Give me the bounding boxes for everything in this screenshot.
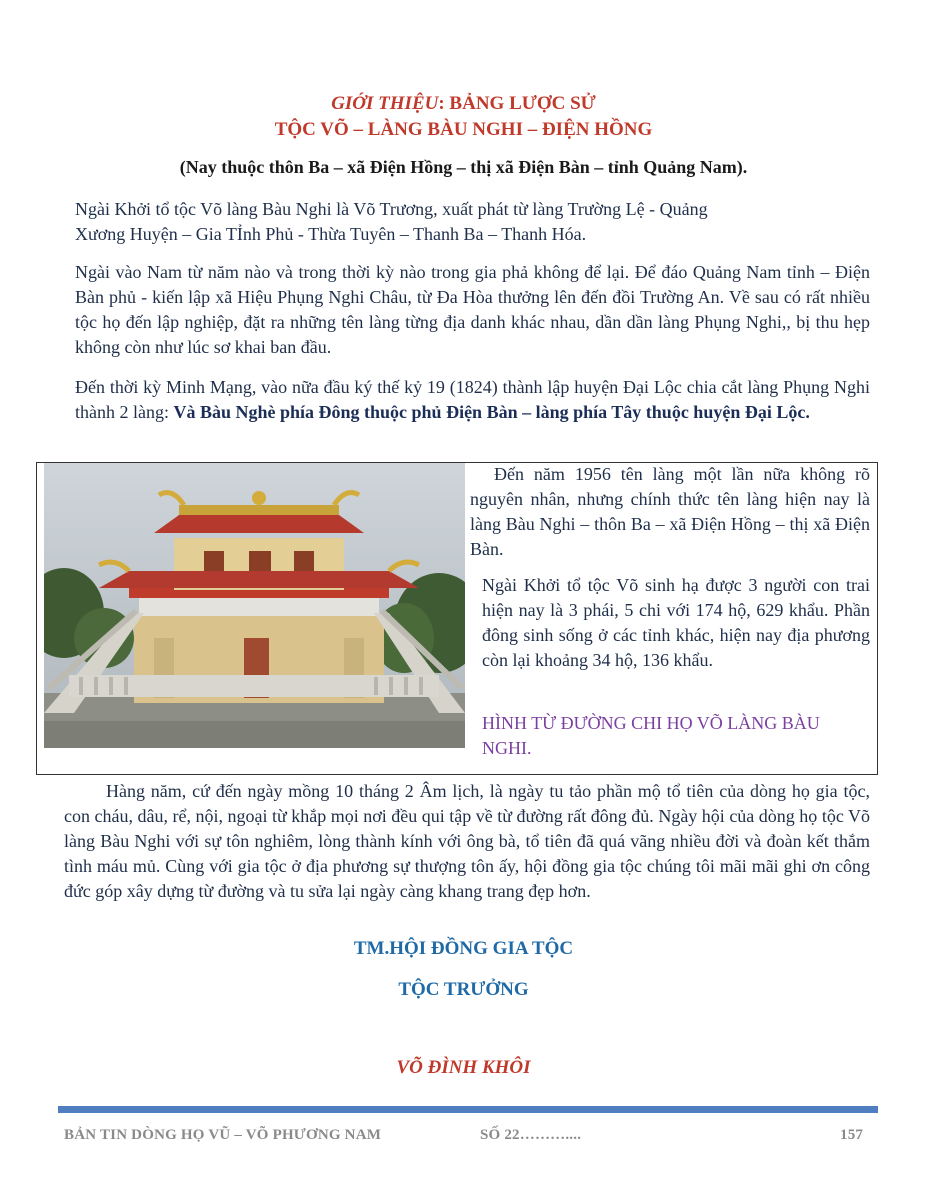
photo-caption: HÌNH TỪ ĐƯỜNG CHI HỌ VÕ LÀNG BÀU NGHI. [482,713,820,758]
title-lead: GIỚI THIỆU [331,93,439,114]
footer-rule [58,1106,878,1113]
paragraph-origin-line2: Xương Huyện – Gia TỈnh Phủ - Thừa Tuyên – Thanh Ba – Thanh Hóa. [75,224,587,244]
paragraph-renaming [470,462,870,562]
paragraph-migration [75,260,870,360]
article-title [0,93,927,115]
signature-title: TỘC TRƯỞNG [398,979,529,1000]
paragraph-division-bold: Và Bàu Nghè phía Đông thuộc phủ Điện Bàn – làng phía Tây thuộc huyện Đại Lộc. [173,402,810,422]
title-rest: : BẢNG LƯỢC SỬ [438,93,596,114]
signature-name: VÕ ĐÌNH KHÔI [396,1057,531,1078]
paragraph-descendants [482,573,870,673]
paragraph-origin-text1: Ngài Khởi tổ tộc Võ làng Bàu Nghi là Võ Trương, xuất phát từ làng Trường Lệ - Quảng [75,199,708,219]
paragraph-division [75,375,870,425]
footer-page-number: 157 [840,1127,864,1143]
paragraph-renaming-text: Đến năm 1956 tên làng một lần nữa không rõ nguyên nhân, nhưng chính thức tên làng hiện nay là làng Bàu Nghi – thôn Ba – xã Điện Hồng – thị xã Điện Bàn. [470,464,870,559]
paragraph-origin-line1 [75,197,870,222]
ancestral-temple-illustration [44,463,465,748]
article-subtitle: (Nay thuộc thôn Ba – xã Điện Hồng – thị xã Điện Bàn – tỉnh Quảng Nam). [179,157,748,177]
paragraph-annual-ceremony-text: Hàng năm, cứ đến ngày mồng 10 tháng 2 Âm lịch, là ngày tu tảo phần mộ tổ tiên của dòng họ gia tộc, con cháu, dâu, rể, nội, ngoại từ khắp mọi nơi đều qui tập về từ đường rất đông đủ. Ngày hội của dòng họ tộc Võ làng Bàu Nghi với sự tôn nghiêm, lòng thành kính với ông bà, tổ tiên đã quá vãng nhiều đời và đoàn kết thắm tình máu mủ. Cùng với gia tộc ở địa phương sự thượng tôn ấy, hội đồng gia tộc chúng tôi mãi mãi ghi ơn công đức góp xây dựng từ đường và tu sửa lại ngày càng khang trang đẹp hơn. [64,781,870,901]
article-title-line2: TỘC VÕ – LÀNG BÀU NGHI – ĐIỆN HỒNG [274,119,653,140]
ancestral-temple-photo [44,463,465,748]
paragraph-division-text: Đến thời kỳ Minh Mạng, vào nữa đầu ký thế kỷ 19 (1824) thành lập huyện Đại Lộc chia cắt làng Phụng Nghi thành 2 làng: [75,377,870,422]
paragraph-descendants-text: Ngài Khởi tổ tộc Võ sinh hạ được 3 người con trai hiện nay là 3 phái, 5 chi với 174 hộ, 629 khẩu. Phần đông sinh sống ở các tỉnh khác, hiện nay địa phương còn lại khoảng 34 hộ, 136 khẩu. [482,575,870,670]
paragraph-migration-text: Ngài vào Nam từ năm nào và trong thời kỳ nào trong gia phả không để lại. Để đáo Quảng Nam tỉnh – Điện Bàn phủ - kiến lập xã Hiệu Phụng Nghi Châu, từ Đa Hòa thưởng lên đến đồi Trường An. Về sau có rất nhiều tộc họ đến lập nghiệp, đặt ra những tên làng từng địa danh khác nhau, dần dần làng Phụng Nghi,, bị thu hẹp không còn như lúc sơ khai ban đầu. [75,262,870,357]
signature-council: TM.HỘI ĐỒNG GIA TỘC [353,938,574,959]
footer-issue: SỐ 22……….... [480,1127,582,1143]
paragraph-annual-ceremony [64,779,870,904]
footer-publication: BẢN TIN DÒNG HỌ VŨ – VÕ PHƯƠNG NAM [64,1127,382,1143]
